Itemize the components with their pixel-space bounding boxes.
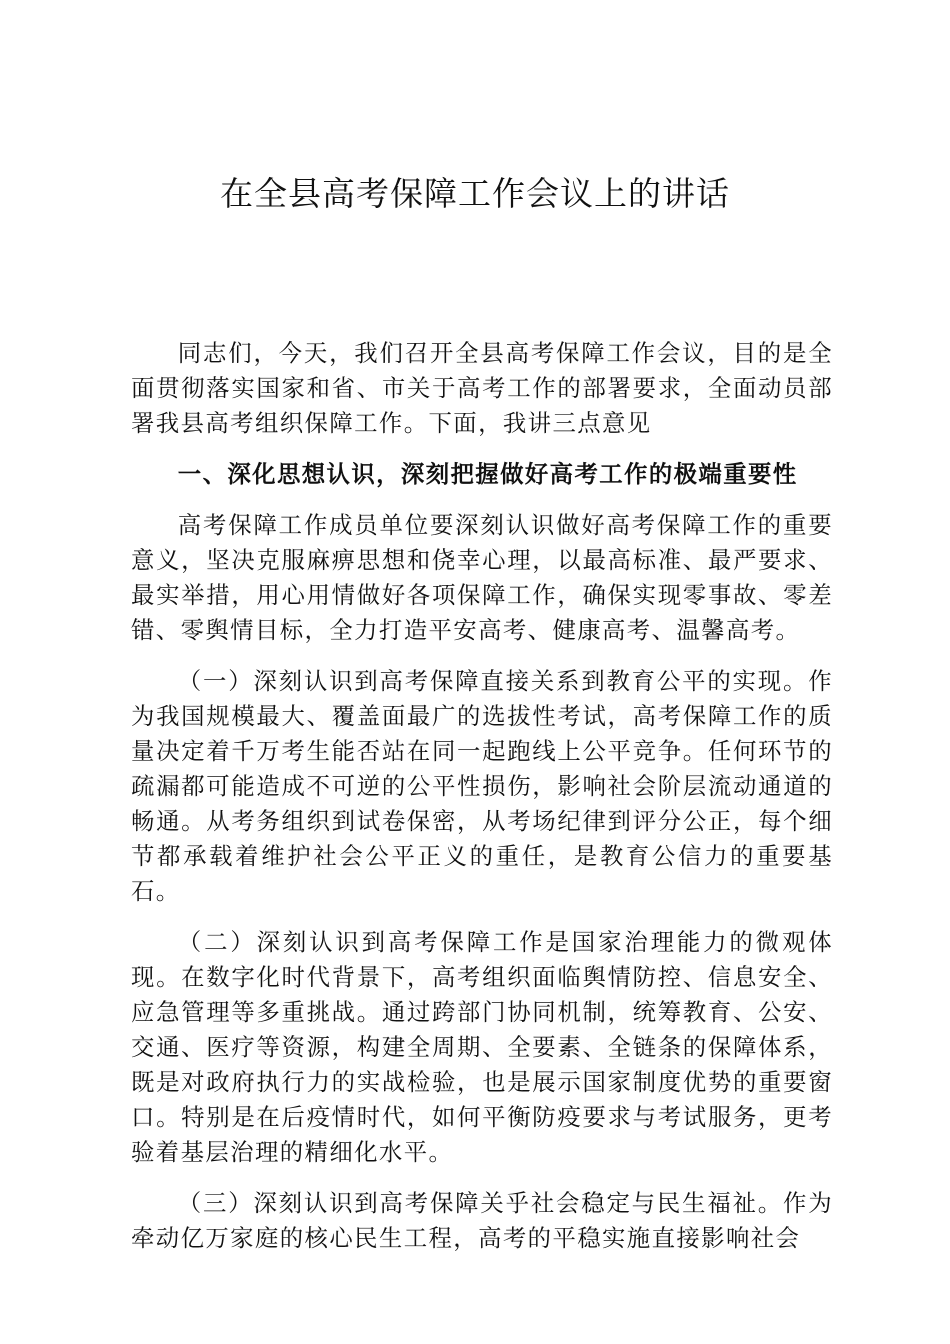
point-3-paragraph: （三）深刻认识到高考保障关乎社会稳定与民生福祉。作为牵动亿万家庭的核心民生工程，高考的平稳实施直接影响社会 — [131, 1189, 833, 1252]
document-title: 在全县高考保障工作会议上的讲话 — [220, 174, 730, 213]
intro-paragraph: 同志们，今天，我们召开全县高考保障工作会议，目的是全面贯彻落实国家和省、市关于高考工作的部署要求，全面动员部署我县高考组织保障工作。下面，我讲三点意见 — [131, 339, 833, 437]
point-2-paragraph: （二）深刻认识到高考保障工作是国家治理能力的微观体现。在数字化时代背景下，高考组织面临舆情防控、信息安全、应急管理等多重挑战。通过跨部门协同机制，统筹教育、公安、交通、医疗等资源，构建全周期、全要素、全链条的保障体系，既是对政府执行力的实战检验，也是展示国家制度优势的重要窗口。特别是在后疫情时代，如何平衡防疫要求与考试服务，更考验着基层治理的精细化水平。 — [131, 928, 833, 1166]
document-body — [131, 336, 833, 1272]
point-1-paragraph: （一）深刻认识到高考保障直接关系到教育公平的实现。作为我国规模最大、覆盖面最广的选拔性考试，高考保障工作的质量决定着千万考生能否站在同一起跑线上公平竞争。任何环节的疏漏都可能造成不可逆的公平性损伤，影响社会阶层流动通道的畅通。从考务组织到试卷保密，从考场纪律到评分公正，每个细节都承载着维护社会公平正义的重任，是教育公信力的重要基石。 — [131, 667, 833, 905]
section-1-heading: 一、深化思想认识，深刻把握做好高考工作的极端重要性 — [177, 460, 798, 488]
section-1-paragraph: 高考保障工作成员单位要深刻认识做好高考保障工作的重要意义，坚决克服麻痹思想和侥幸心理，以最高标准、最严要求、最实举措，用心用情做好各项保障工作，确保实现零事故、零差错、零舆情目标，全力打造平安高考、健康高考、温馨高考。 — [131, 511, 833, 644]
